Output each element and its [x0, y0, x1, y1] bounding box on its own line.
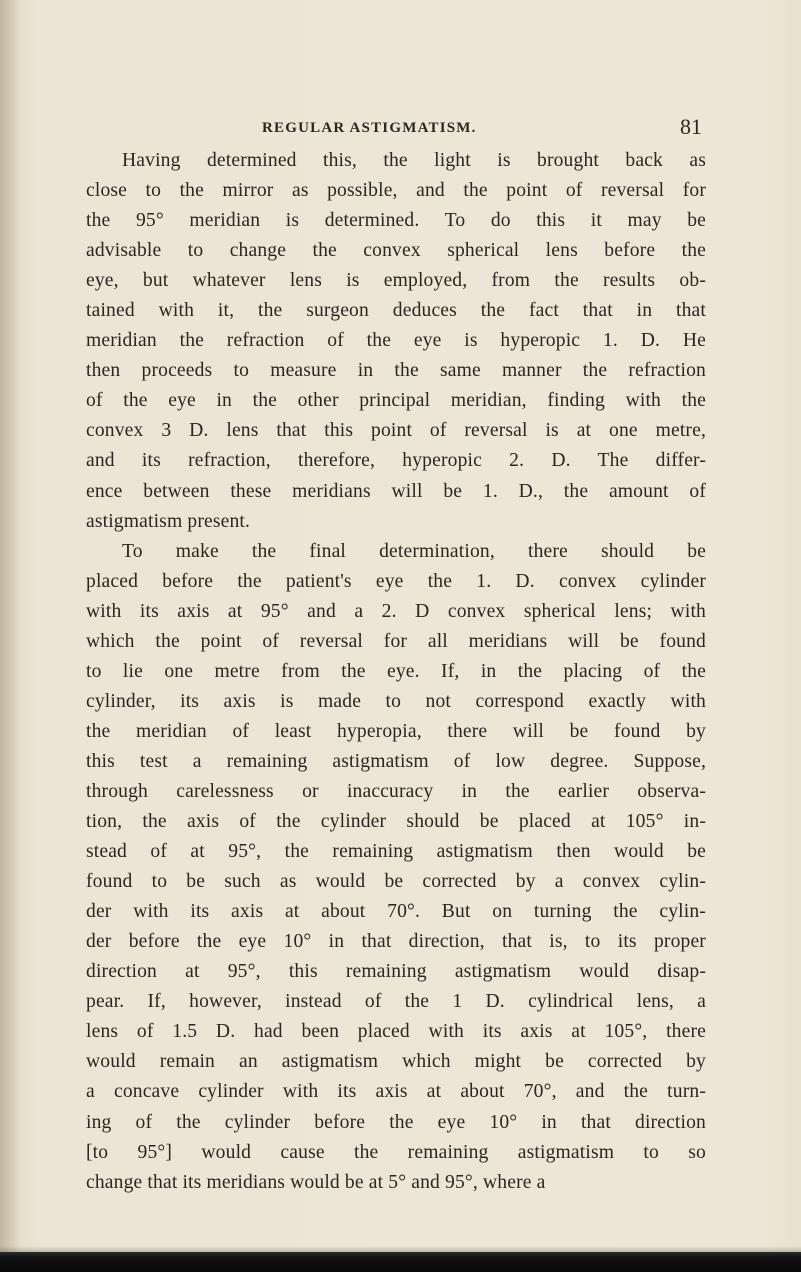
page-number: 81 — [680, 114, 702, 139]
text-line: tained with it, the surgeon deduces the fact that in that — [86, 300, 706, 322]
body-text — [86, 146, 706, 1198]
text-line: of the eye in the other principal meridian, finding with the — [86, 390, 706, 412]
text-line: eye, but whatever lens is employed, from the results ob- — [86, 270, 706, 292]
text-line: then proceeds to measure in the same manner the refraction — [86, 360, 706, 382]
text-line: Having determined this, the light is brought back as — [122, 150, 706, 171]
text-line: cylinder, its axis is made to not correspond exactly with — [86, 690, 706, 712]
text-line: [to 95°] would cause the remaining astigmatism to so — [86, 1141, 706, 1163]
text-line: change that its meridians would be at 5° and 95°, where a — [86, 1171, 546, 1193]
text-line: a concave cylinder with its axis at about 70°, and the turn- — [86, 1081, 706, 1103]
text-line: would remain an astigmatism which might be corrected by — [86, 1051, 706, 1073]
text-line: placed before the patient's eye the 1. D. convex cylinder — [86, 570, 706, 592]
running-head: REGULAR ASTIGMATISM. — [262, 120, 477, 136]
text-line: der before the eye 10° in that direction, that is, to its proper — [86, 931, 706, 953]
text-line: meridian the refraction of the eye is hyperopic 1. D. He — [86, 330, 706, 352]
text-line: astigmatism present. — [86, 510, 251, 532]
text-line: with its axis at 95° and a 2. D convex spherical lens; with — [86, 600, 706, 622]
text-line: direction at 95°, this remaining astigmatism would disap- — [86, 961, 706, 983]
text-line: found to be such as would be corrected by a convex cylin- — [86, 871, 706, 893]
text-line: the meridian of least hyperopia, there will be found by — [86, 720, 706, 742]
text-line: lens of 1.5 D. had been placed with its axis at 105°, there — [86, 1021, 706, 1043]
text-line: close to the mirror as possible, and the point of reversal for — [86, 180, 706, 202]
text-line: ing of the cylinder before the eye 10° in that direction — [86, 1111, 706, 1133]
scan-bottom-edge — [0, 1252, 801, 1272]
text-line: To make the final determination, there should be — [122, 540, 706, 562]
text-line: through carelessness or inaccuracy in the earlier observa- — [86, 780, 706, 802]
page-header — [262, 114, 702, 144]
text-line: der with its axis at about 70°. But on turning the cylin- — [86, 901, 706, 923]
text-line: ence between these meridians will be 1. D., the amount of — [86, 480, 706, 502]
text-line: pear. If, however, instead of the 1 D. cylindrical lens, a — [86, 991, 706, 1013]
gutter-shadow — [0, 0, 22, 1272]
text-line: to lie one metre from the eye. If, in the placing of the — [86, 660, 706, 682]
text-line: advisable to change the convex spherical lens before the — [86, 240, 706, 262]
text-line: stead of at 95°, the remaining astigmatism then would be — [86, 841, 706, 863]
text-line: the 95° meridian is determined. To do this it may be — [86, 210, 706, 232]
text-line: this test a remaining astigmatism of low degree. Suppose, — [86, 750, 706, 772]
text-line: which the point of reversal for all meridians will be found — [86, 630, 706, 652]
text-line: tion, the axis of the cylinder should be placed at 105° in- — [86, 811, 706, 833]
text-line: convex 3 D. lens that this point of reversal is at one metre, — [86, 420, 706, 442]
text-line: and its refraction, therefore, hyperopic 2. D. The differ- — [86, 450, 706, 472]
